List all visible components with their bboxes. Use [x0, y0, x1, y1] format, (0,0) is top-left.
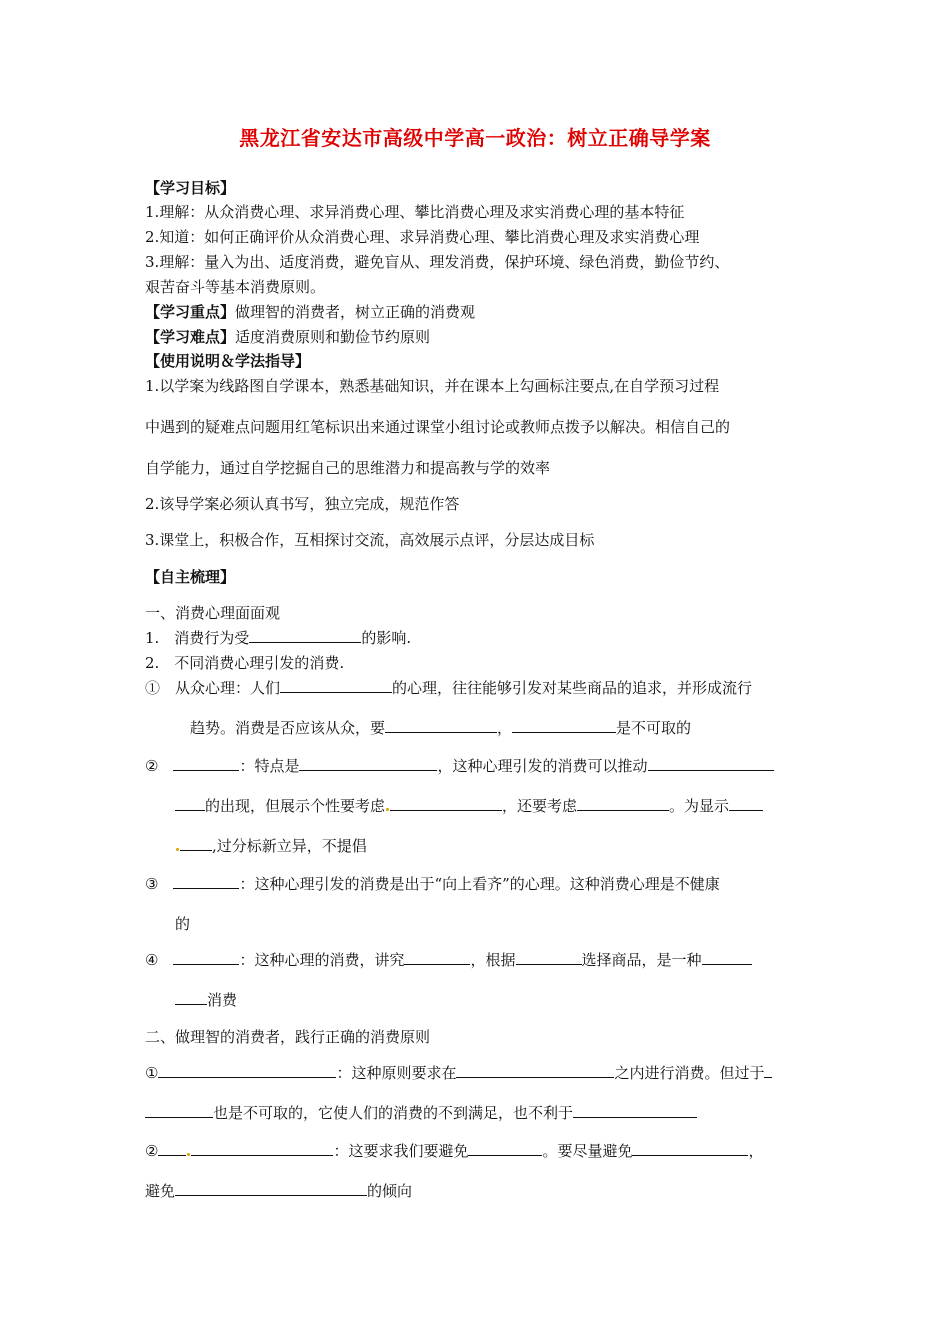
review-heading: 【自主梳理】 [145, 568, 236, 586]
objective-item: 艰苦奋斗等基本消费原则。 [145, 278, 326, 296]
objectives-heading: 【学习目标】 [145, 179, 236, 197]
answer-blank[interactable] [249, 628, 361, 643]
guide-line: 2.该导学案必须认真书写，独立完成，规范作答 [145, 495, 460, 513]
answer-blank[interactable] [158, 1063, 336, 1078]
answer-blank[interactable] [158, 1141, 186, 1156]
answer-blank[interactable] [280, 678, 392, 693]
difficulty [145, 327, 430, 347]
fill-item [175, 796, 763, 816]
text: ：这要求我们要避免 [333, 1142, 469, 1160]
fill-item: 2. 不同消费心理引发的消费. [145, 654, 345, 672]
difficulty-label: 【学习难点】 [145, 328, 236, 346]
fill-item: 的 [175, 915, 191, 933]
answer-blank[interactable] [702, 950, 752, 965]
guide-line: 1.以学案为线路图自学课本，熟悉基础知识，并在课本上勾画标注要点,在自学预习过程 [145, 377, 720, 395]
text: 。要尽量避免 [542, 1142, 633, 1160]
mark-dot [386, 808, 389, 811]
key-point-text: 做理智的消费者，树立正确的消费观 [235, 303, 476, 321]
text: ：这种原则要求在 [336, 1064, 457, 1082]
answer-blank[interactable] [145, 1103, 213, 1118]
text: 趋势。消费是否应该从众，要 [190, 719, 386, 737]
guide-line: 自学能力，通过自学挖掘自己的思维潜力和提高教与学的效率 [145, 459, 551, 477]
text: ：这种心理的消费，讲究 [239, 951, 405, 969]
answer-blank[interactable] [180, 836, 212, 851]
answer-blank[interactable] [516, 950, 582, 965]
fill-item [175, 836, 367, 856]
text: ：这种心理引发的消费是出于“向上看齐”的心理。这种消费心理是不健康 [239, 875, 720, 893]
difficulty-text: 适度消费原则和勤俭节约原则 [235, 328, 431, 346]
text: ② [145, 1142, 159, 1160]
guide-heading: 【使用说明＆学法指导】 [145, 352, 311, 370]
answer-blank[interactable] [404, 950, 470, 965]
text: 的出现，但展示个性要考虑 [205, 797, 386, 815]
key-point [145, 302, 475, 322]
fill-item [145, 628, 411, 648]
text: 的心理，往往能够引发对某些商品的追求，并形成流行 [392, 679, 753, 697]
text: ，还要考虑 [502, 797, 578, 815]
fill-item [145, 678, 752, 698]
text: 之内进行消费。但过于 [614, 1064, 765, 1082]
guide-line: 中遇到的疑难点问题用红笔标识出来通过课堂小组讨论或教师点拨予以解决。相信自己的 [145, 418, 731, 436]
answer-blank[interactable] [648, 756, 774, 771]
fill-item [145, 1141, 764, 1161]
text: ， [497, 719, 513, 737]
text: 的影响. [361, 629, 412, 647]
text: ② [145, 757, 159, 775]
answer-blank[interactable] [175, 990, 207, 1005]
mark-dot [176, 848, 179, 851]
text: ,过分标新立异，不提倡 [212, 837, 367, 855]
answer-blank[interactable] [764, 1063, 772, 1078]
answer-blank[interactable] [173, 950, 239, 965]
answer-blank[interactable] [299, 756, 437, 771]
answer-blank[interactable] [577, 796, 669, 811]
objective-item: 2.知道：如何正确评价从众消费心理、求异消费心理、攀比消费心理及求实消费心理 [145, 228, 700, 246]
objective-item: 3.理解：量入为出、适度消费，避免盲从、理发消费，保护环境、绿色消费，勤俭节约、 [145, 253, 730, 271]
answer-blank[interactable] [191, 1141, 333, 1156]
answer-blank[interactable] [385, 718, 497, 733]
answer-blank[interactable] [175, 796, 205, 811]
text: ，这种心理引发的消费可以推动 [437, 757, 648, 775]
text: ④ [145, 951, 159, 969]
answer-blank[interactable] [173, 756, 239, 771]
fill-item [190, 718, 691, 738]
text: 选择商品，是一种 [581, 951, 702, 969]
document-title: 黑龙江省安达市高级中学高一政治：树立正确导学案 [239, 126, 711, 150]
text: ， [748, 1142, 764, 1160]
fill-item [175, 990, 237, 1010]
answer-blank[interactable] [173, 874, 239, 889]
text: 。为显示 [669, 797, 730, 815]
text: 是不可取的 [616, 719, 692, 737]
text: 1. 消费行为受 [145, 629, 250, 647]
key-point-label: 【学习重点】 [145, 303, 236, 321]
section-heading: 二、做理智的消费者，践行正确的消费原则 [145, 1028, 431, 1046]
text: 避免 [145, 1182, 176, 1200]
guide-line: 3.课堂上，积极合作，互相探讨交流，高效展示点评，分层达成目标 [145, 531, 595, 549]
answer-blank[interactable] [729, 796, 763, 811]
answer-blank[interactable] [512, 718, 616, 733]
text: 也是不可取的，它使人们的消费的不到满足，也不利于 [213, 1104, 574, 1122]
text: ① 从众心理：人们 [145, 679, 281, 697]
text: ：特点是 [239, 757, 300, 775]
fill-item [145, 874, 720, 894]
answer-blank[interactable] [390, 796, 502, 811]
answer-blank[interactable] [456, 1063, 614, 1078]
fill-item [145, 1063, 772, 1083]
fill-item [145, 1181, 412, 1201]
section-heading: 一、消费心理面面观 [145, 604, 281, 622]
fill-item [145, 1103, 697, 1123]
fill-item [145, 756, 774, 776]
answer-blank[interactable] [175, 1181, 367, 1196]
answer-blank[interactable] [632, 1141, 748, 1156]
text: ，根据 [470, 951, 516, 969]
mark-dot [187, 1153, 190, 1156]
text: 的倾向 [367, 1182, 413, 1200]
answer-blank[interactable] [468, 1141, 542, 1156]
text: ③ [145, 875, 159, 893]
text: 消费 [207, 991, 238, 1009]
fill-item [145, 950, 752, 970]
text: ① [145, 1064, 159, 1082]
answer-blank[interactable] [573, 1103, 697, 1118]
objective-item: 1.理解：从众消费心理、求异消费心理、攀比消费心理及求实消费心理的基本特征 [145, 203, 685, 221]
